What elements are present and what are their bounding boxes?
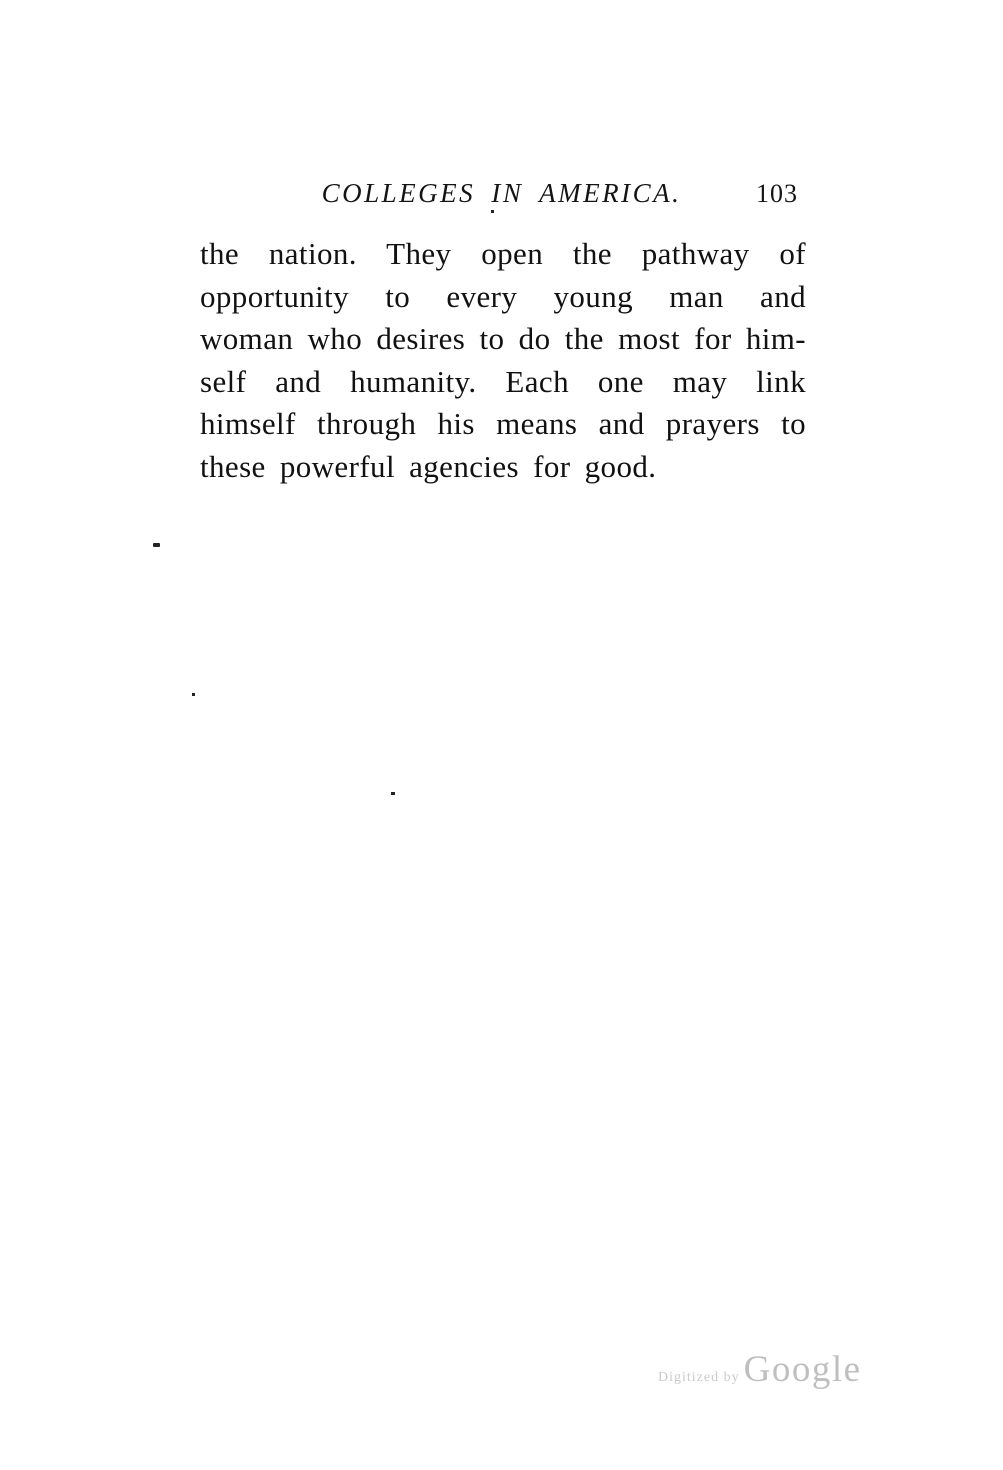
text-line: these powerful agencies for good. [200,448,657,484]
body-paragraph [200,233,806,488]
text-line: the nation. They open the pathway of [200,236,806,271]
google-logo-text: Google [743,1349,862,1390]
scan-speck [153,543,160,547]
scan-speck [491,210,494,213]
text-line: opportunity to every young man and [200,278,806,314]
text-line: self and humanity. Each one may link [200,363,806,399]
text-line: himself through his means and prayers to [200,406,806,441]
text-line: woman who desires to do the most for him- [200,321,806,356]
watermark-prefix-label: Digitized by [658,1370,740,1385]
chapter-running-title: COLLEGES IN AMERICA. [321,178,682,208]
page-number: 103 [756,179,798,208]
scan-speck [192,693,195,696]
scan-speck [391,792,395,795]
running-header [0,178,1003,212]
digitized-by-google-watermark [658,1348,862,1391]
